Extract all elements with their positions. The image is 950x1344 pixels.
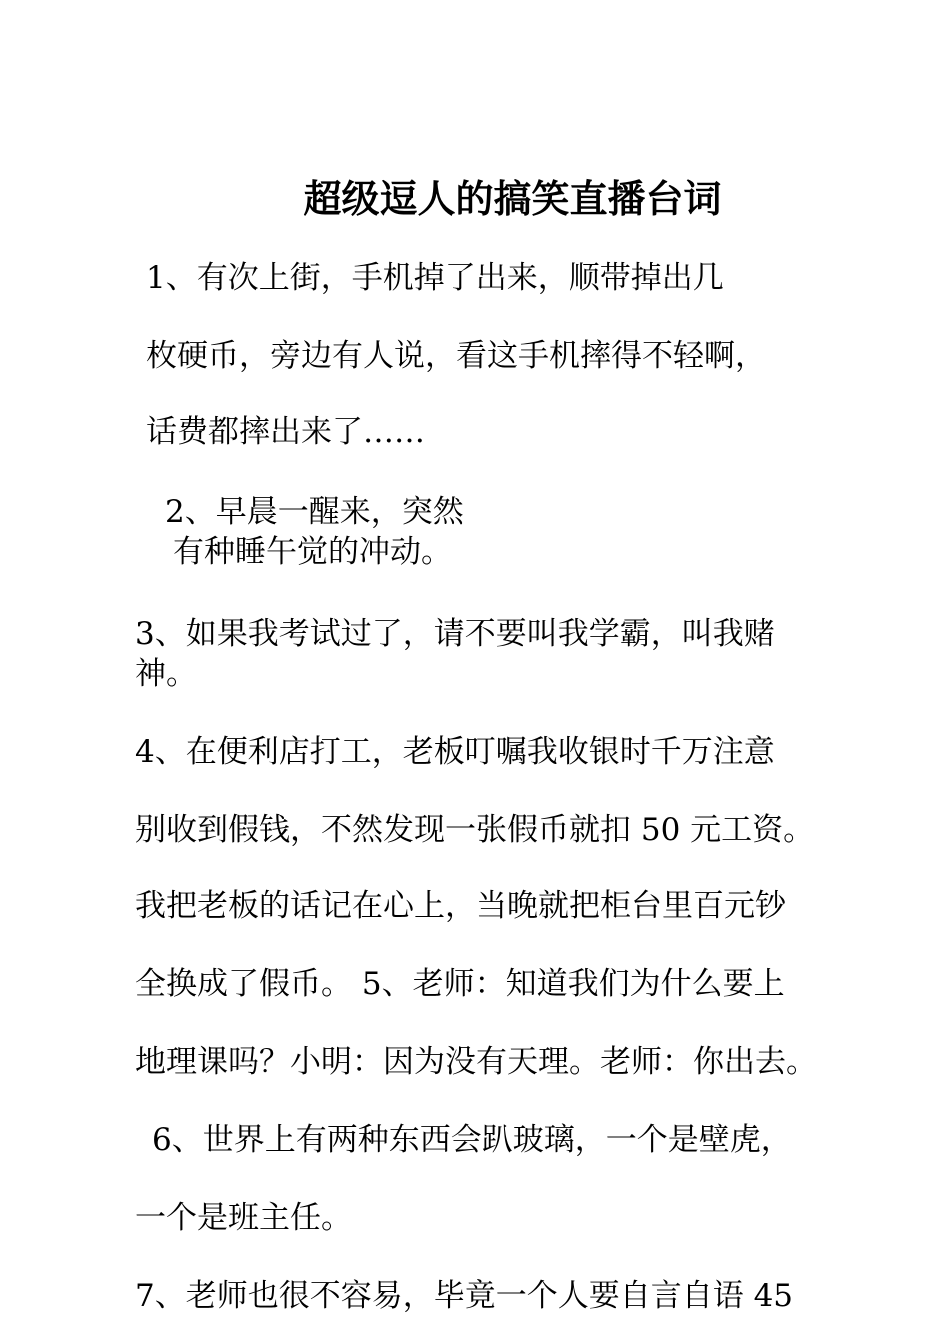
text-line: 3、如果我考试过了，请不要叫我学霸，叫我赌 [135,616,775,652]
text-line: 别收到假钱，不然发现一张假币就扣 50 元工资。 [135,812,815,848]
text-line: 枚硬币，旁边有人说，看这手机摔得不轻啊， [146,338,766,374]
text-line: 我把老板的话记在心上，当晚就把柜台里百元钞 [135,888,786,924]
text-line: 全换成了假币。 5、老师：知道我们为什么要上 [135,966,785,1002]
text-line: 1、有次上街，手机掉了出来，顺带掉出几 [146,260,724,296]
text-line: 4、在便利店打工，老板叮嘱我收银时千万注意 [135,734,775,770]
text-line: 神。 [135,656,197,692]
text-line: 话费都摔出来了…… [146,414,425,450]
document-title: 超级逗人的搞笑直播台词 [303,176,722,221]
text-line: 6、世界上有两种东西会趴玻璃，一个是壁虎， [152,1122,792,1158]
text-line: 2、早晨一醒来，突然 [165,494,464,530]
text-line: 有种睡午觉的冲动。 [173,534,452,570]
text-line: 7、老师也很不容易，毕竟一个人要自言自语 45 [135,1278,794,1314]
text-line: 一个是班主任。 [135,1200,352,1236]
text-line: 地理课吗？小明：因为没有天理。老师：你出去。 [135,1044,817,1080]
